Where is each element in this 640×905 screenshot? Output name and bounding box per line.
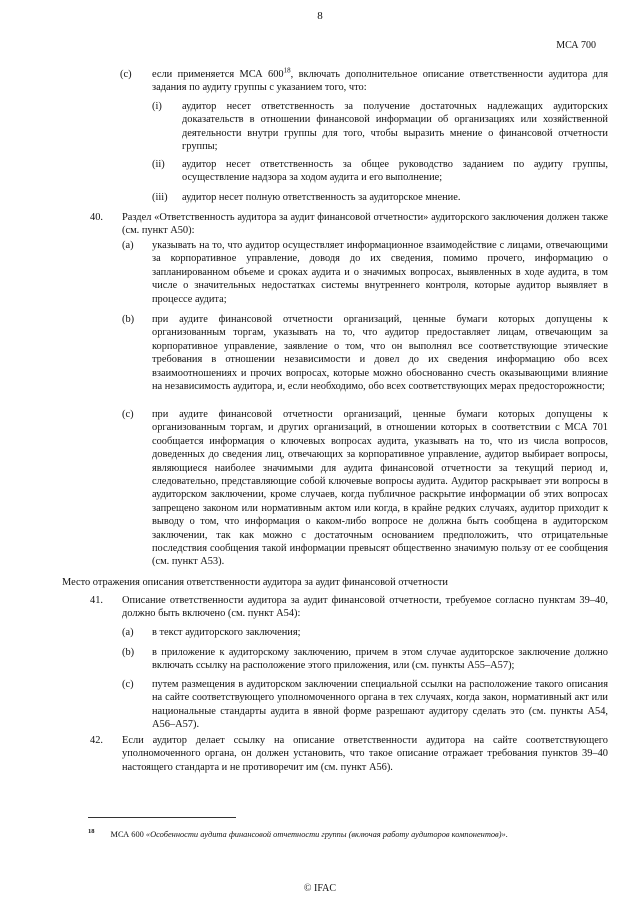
item-label: (a) <box>122 240 134 251</box>
item-label: (ii) <box>152 159 165 170</box>
paragraph-c-top: если применяется МСА $600^{18}$, включать дополнительное описание ответственности аудитора для задания по аудиту группы с указанием того, что: <box>152 66 609 94</box>
paragraph-40: Раздел «Ответственность аудитора за аудит финансовой отчетности» аудиторского заключения должен также (см. пункт A50): <box>122 212 608 237</box>
paragraph-number: 40. <box>90 212 103 223</box>
paragraph-number: 42. <box>90 735 103 746</box>
footnote-title: «Особенности аудита финансовой отчетности группы (включая работу аудиторов компонентов)» <box>145 829 506 839</box>
footnote-ref: 18 <box>283 66 291 75</box>
paragraph-c-i: аудитор несет ответственность за получение достаточных надлежащих аудиторских доказательств в отношении финансовой информации об организациях или хозяйственной деятельности внутри группы для того, чтобы выразить мнение о финансовой отчетности группы; <box>182 101 608 153</box>
paragraph-40-b: при аудите финансовой отчетности организаций, ценные бумаги которых допущены к организованным торгам, указывать на то, что аудитор предоставляет лицам, отвечающим за корпоративное управление, заявление о том, что он выполнял все соответствующие этические требования в отношении независимости и довел до их сведения информацию обо всех взаимоотношениях и прочих вопросах, которые можно обоснованно счесть оказывающими влияние на независимость аудитора, и, если необходимо, обо всех соответствующих мерах предосторожности; <box>152 314 608 393</box>
paragraph-41: Описание ответственности аудитора за аудит финансовой отчетности, требуемое согласно пунктам 39–40, должно быть включено (см. пункт A54): <box>122 595 608 620</box>
item-label: (i) <box>152 101 162 112</box>
item-label: (c) <box>120 69 132 80</box>
footnote-divider <box>88 817 236 818</box>
paragraph-41-c: путем размещения в аудиторском заключении специальной ссылки на расположение такого описания на сайте соответствующего уполномоченного органа в тех случаях, когда закон, нормативный акт или национальные стандарты аудита в явной форме разрешают аудитору сделать это (см. пункты A54, A56–A57). <box>152 679 608 731</box>
item-label: (a) <box>122 627 134 638</box>
item-label: (b) <box>122 647 135 658</box>
paragraph-c-iii: аудитор несет полную ответственность за аудиторское мнение. <box>182 192 461 203</box>
item-label: (c) <box>122 679 134 690</box>
item-label: (c) <box>122 409 134 420</box>
footnote: $^{18}$ МСА 600 «Особенности аудита финансовой отчетности группы (включая работу аудиторов компонентов)». <box>88 828 508 839</box>
paragraph-41-a: в текст аудиторского заключения; <box>152 627 301 638</box>
item-label: (iii) <box>152 192 168 203</box>
paragraph-42: Если аудитор делает ссылку на описание ответственности аудитора на сайте соответствующего уполномоченного органа, он должен установить, что такое описание отражает требования пунктов 39–40 настоящего стандарта и не противоречит им (см. пункт A56). <box>122 735 608 773</box>
page-number: 8 <box>317 10 323 22</box>
paragraph-40-a: указывать на то, что аудитор осуществляет информационное взаимодействие с лицами, отвечающими за корпоративное управление, доводя до их сведения, помимо прочего, информацию о запланированном объеме и сроках аудита и о значимых вопросах, выявленных в ходе аудита, в том числе о значительных недостатках системы внутреннего контроля, которые аудитор выявляет в процессе аудита; <box>152 240 608 305</box>
paragraph-41-b: в приложение к аудиторскому заключению, причем в этом случае аудиторское заключение должно включать ссылку на расположение этого приложения, или (см. пункты A55–A57); <box>152 647 608 672</box>
item-label: (b) <box>122 314 135 325</box>
paragraph-c-ii: аудитор несет ответственность за общее руководство заданием по аудиту группы, осуществление надзора за ходом аудита и его выполнение; <box>182 159 608 184</box>
copyright-footer: © IFAC <box>303 883 337 894</box>
section-heading: Место отражения описания ответственности аудитора за аудит финансовой отчетности <box>62 577 448 588</box>
paragraph-number: 41. <box>90 595 103 606</box>
footnote-marker: 18 <box>88 828 95 835</box>
document-code: МСА 700 <box>556 40 596 51</box>
paragraph-40-c: при аудите финансовой отчетности организаций, ценные бумаги которых допущены к организованным торгам, и других организаций, в отношении которых в соответствии с МСА 701 сообщается информация о ключевых вопросах аудита, указывать на то, что из числа вопросов, доведенных до сведения лиц, отвечающих за корпоративное управление, аудитор выбирает вопросы, являющиеся наиболее значимыми для аудита финансовой отчетности за текущий период и, следовательно, представляющие собой ключевые вопросы аудита. Аудитор раскрывает эти вопросы в аудиторском заключении, кроме случаев, когда публичное раскрытие информации об этих вопросах запрещено законом или нормативным актом или когда, в крайне редких случаях, аудитор приходит к выводу о том, что информация о каком-либо вопросе не должна быть сообщена в аудиторском заключении, так как можно с достаточным основанием предположить, что отрицательные последствия сообщения такой информации превысят общественно значимую пользу от ее сообщения (см. пункт A53). <box>152 409 608 568</box>
